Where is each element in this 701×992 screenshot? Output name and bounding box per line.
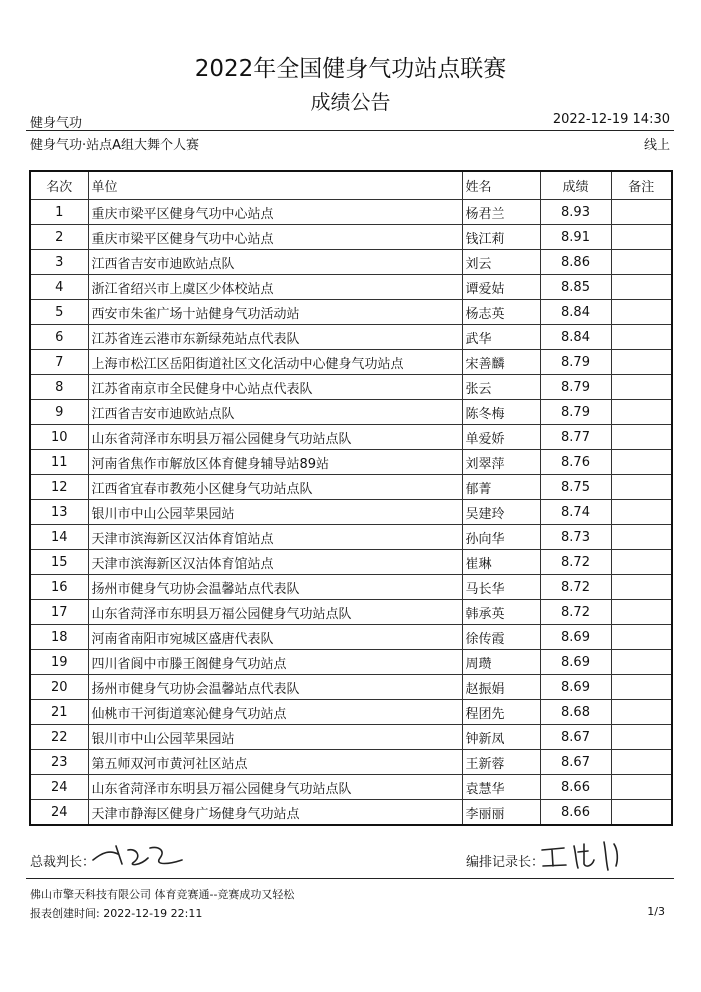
- score-cell: 8.67: [540, 725, 611, 750]
- table-row: [30, 725, 672, 750]
- name-cell: 钟新凤: [462, 725, 540, 750]
- page-title: 2022年全国健身气功站点联赛: [194, 56, 507, 82]
- table-row: [30, 275, 672, 300]
- competition-mode: 线上: [643, 138, 670, 153]
- table-row: [30, 600, 672, 625]
- header-name: 姓名: [462, 171, 540, 200]
- rank-cell: 9: [30, 400, 88, 425]
- report-datetime: 2022-12-19 14:30: [552, 112, 670, 127]
- rank-cell: 3: [30, 250, 88, 275]
- note-cell: [611, 525, 672, 550]
- note-cell: [611, 625, 672, 650]
- table-row: [30, 225, 672, 250]
- unit-cell: 重庆市梁平区健身气功中心站点: [88, 200, 462, 225]
- rank-cell: 1: [30, 200, 88, 225]
- unit-cell: 天津市滨海新区汉沽体育馆站点: [88, 550, 462, 575]
- rank-cell: 11: [30, 450, 88, 475]
- score-cell: 8.79: [540, 400, 611, 425]
- recorder-label: 编排记录长：: [466, 855, 545, 870]
- rank-cell: 15: [30, 550, 88, 575]
- note-cell: [611, 800, 672, 826]
- rank-cell: 22: [30, 725, 88, 750]
- table-row: [30, 400, 672, 425]
- name-cell: 刘翠萍: [462, 450, 540, 475]
- name-cell: 袁慧华: [462, 775, 540, 800]
- rank-cell: 5: [30, 300, 88, 325]
- name-cell: 周瓒: [462, 650, 540, 675]
- score-cell: 8.91: [540, 225, 611, 250]
- note-cell: [611, 450, 672, 475]
- chief-referee-signature: [88, 838, 188, 872]
- name-cell: 徐传霞: [462, 625, 540, 650]
- unit-cell: 山东省菏泽市东明县万福公园健身气功站点队: [88, 775, 462, 800]
- report-created-time: 报表创建时间: 2022-12-19 22:11: [30, 907, 203, 920]
- table-row: [30, 675, 672, 700]
- rank-cell: 17: [30, 600, 88, 625]
- rank-cell: 13: [30, 500, 88, 525]
- table-row: [30, 325, 672, 350]
- table-row: [30, 750, 672, 775]
- name-cell: 郁菁: [462, 475, 540, 500]
- page-subtitle: 成绩公告: [310, 90, 391, 114]
- rank-cell: 6: [30, 325, 88, 350]
- unit-cell: 江西省宜春市教苑小区健身气功站点队: [88, 475, 462, 500]
- note-cell: [611, 575, 672, 600]
- note-cell: [611, 650, 672, 675]
- note-cell: [611, 700, 672, 725]
- rank-cell: 12: [30, 475, 88, 500]
- score-cell: 8.75: [540, 475, 611, 500]
- table-row: [30, 200, 672, 225]
- score-cell: 8.79: [540, 350, 611, 375]
- rank-cell: 10: [30, 425, 88, 450]
- note-cell: [611, 250, 672, 275]
- unit-cell: 西安市朱雀广场十站健身气功活动站: [88, 300, 462, 325]
- score-cell: 8.69: [540, 650, 611, 675]
- rank-cell: 24: [30, 800, 88, 826]
- score-cell: 8.85: [540, 275, 611, 300]
- table-row: [30, 425, 672, 450]
- unit-cell: 扬州市健身气功协会温馨站点代表队: [88, 575, 462, 600]
- table-row: [30, 375, 672, 400]
- unit-cell: 江西省吉安市迪欧站点队: [88, 400, 462, 425]
- name-cell: 孙向华: [462, 525, 540, 550]
- note-cell: [611, 600, 672, 625]
- note-cell: [611, 475, 672, 500]
- unit-cell: 山东省菏泽市东明县万福公园健身气功站点队: [88, 600, 462, 625]
- event-name: 健身气功·站点A组大舞个人赛: [30, 138, 200, 153]
- score-cell: 8.93: [540, 200, 611, 225]
- rank-cell: 16: [30, 575, 88, 600]
- header-unit: 单位: [88, 171, 462, 200]
- table-row: [30, 475, 672, 500]
- score-cell: 8.66: [540, 800, 611, 826]
- note-cell: [611, 350, 672, 375]
- score-cell: 8.74: [540, 500, 611, 525]
- name-cell: 谭爱姑: [462, 275, 540, 300]
- rank-cell: 20: [30, 675, 88, 700]
- unit-cell: 江苏省连云港市东新绿苑站点代表队: [88, 325, 462, 350]
- table-row: [30, 450, 672, 475]
- name-cell: 赵振娟: [462, 675, 540, 700]
- rank-cell: 23: [30, 750, 88, 775]
- unit-cell: 四川省阆中市滕王阁健身气功站点: [88, 650, 462, 675]
- table-row: [30, 250, 672, 275]
- note-cell: [611, 375, 672, 400]
- table-row: [30, 775, 672, 800]
- score-cell: 8.77: [540, 425, 611, 450]
- score-cell: 8.72: [540, 575, 611, 600]
- name-cell: 杨君兰: [462, 200, 540, 225]
- score-cell: 8.73: [540, 525, 611, 550]
- header-rank: 名次: [30, 171, 88, 200]
- unit-cell: 扬州市健身气功协会温馨站点代表队: [88, 675, 462, 700]
- score-cell: 8.72: [540, 550, 611, 575]
- score-cell: 8.72: [540, 600, 611, 625]
- name-cell: 韩承英: [462, 600, 540, 625]
- rank-cell: 18: [30, 625, 88, 650]
- chief-referee-label: 总裁判长：: [30, 855, 96, 870]
- note-cell: [611, 300, 672, 325]
- rank-cell: 14: [30, 525, 88, 550]
- header-score: 成绩: [540, 171, 611, 200]
- table-row: [30, 700, 672, 725]
- name-cell: 武华: [462, 325, 540, 350]
- table-row: [30, 800, 672, 826]
- note-cell: [611, 775, 672, 800]
- name-cell: 张云: [462, 375, 540, 400]
- table-row: [30, 550, 672, 575]
- table-row: [30, 500, 672, 525]
- name-cell: 刘云: [462, 250, 540, 275]
- score-cell: 8.69: [540, 675, 611, 700]
- name-cell: 崔琳: [462, 550, 540, 575]
- page-number: 1/3: [647, 905, 665, 918]
- rank-cell: 21: [30, 700, 88, 725]
- name-cell: 程团先: [462, 700, 540, 725]
- name-cell: 钱江莉: [462, 225, 540, 250]
- name-cell: 吴建玲: [462, 500, 540, 525]
- rank-cell: 24: [30, 775, 88, 800]
- table-row: [30, 350, 672, 375]
- note-cell: [611, 275, 672, 300]
- name-cell: 王新蓉: [462, 750, 540, 775]
- rank-cell: 2: [30, 225, 88, 250]
- rank-cell: 8: [30, 375, 88, 400]
- unit-cell: 天津市滨海新区汉沽体育馆站点: [88, 525, 462, 550]
- footer-company: 佛山市擎天科技有限公司 体育竞赛通--竞赛成功又轻松: [30, 888, 295, 901]
- category-label: 健身气功: [30, 116, 83, 131]
- table-row: [30, 300, 672, 325]
- name-cell: 李丽丽: [462, 800, 540, 826]
- table-header-row: [30, 171, 672, 200]
- recorder-signature: [538, 838, 628, 872]
- note-cell: [611, 550, 672, 575]
- score-cell: 8.76: [540, 450, 611, 475]
- score-cell: 8.84: [540, 300, 611, 325]
- rank-cell: 4: [30, 275, 88, 300]
- rank-cell: 7: [30, 350, 88, 375]
- unit-cell: 江西省吉安市迪欧站点队: [88, 250, 462, 275]
- score-cell: 8.86: [540, 250, 611, 275]
- table-row: [30, 625, 672, 650]
- note-cell: [611, 425, 672, 450]
- unit-cell: 第五师双河市黄河社区站点: [88, 750, 462, 775]
- unit-cell: 天津市静海区健身广场健身气功站点: [88, 800, 462, 826]
- unit-cell: 仙桃市干河街道寒沁健身气功站点: [88, 700, 462, 725]
- score-cell: 8.69: [540, 625, 611, 650]
- name-cell: 陈冬梅: [462, 400, 540, 425]
- name-cell: 马长华: [462, 575, 540, 600]
- score-cell: 8.66: [540, 775, 611, 800]
- unit-cell: 江苏省南京市全民健身中心站点代表队: [88, 375, 462, 400]
- results-table: [29, 170, 673, 826]
- table-row: [30, 575, 672, 600]
- note-cell: [611, 325, 672, 350]
- unit-cell: 银川市中山公园苹果园站: [88, 500, 462, 525]
- unit-cell: 上海市松江区岳阳街道社区文化活动中心健身气功站点: [88, 350, 462, 375]
- table-row: [30, 650, 672, 675]
- unit-cell: 重庆市梁平区健身气功中心站点: [88, 225, 462, 250]
- note-cell: [611, 200, 672, 225]
- unit-cell: 河南省南阳市宛城区盛唐代表队: [88, 625, 462, 650]
- note-cell: [611, 675, 672, 700]
- note-cell: [611, 400, 672, 425]
- unit-cell: 山东省菏泽市东明县万福公园健身气功站点队: [88, 425, 462, 450]
- name-cell: 单爱娇: [462, 425, 540, 450]
- note-cell: [611, 725, 672, 750]
- header-note: 备注: [611, 171, 672, 200]
- unit-cell: 河南省焦作市解放区体育健身辅导站89站: [88, 450, 462, 475]
- score-cell: 8.67: [540, 750, 611, 775]
- name-cell: 杨志英: [462, 300, 540, 325]
- footer-divider: [26, 878, 674, 879]
- score-cell: 8.79: [540, 375, 611, 400]
- unit-cell: 银川市中山公园苹果园站: [88, 725, 462, 750]
- score-cell: 8.84: [540, 325, 611, 350]
- header-divider: [26, 130, 674, 131]
- rank-cell: 19: [30, 650, 88, 675]
- unit-cell: 浙江省绍兴市上虞区少体校站点: [88, 275, 462, 300]
- note-cell: [611, 500, 672, 525]
- note-cell: [611, 225, 672, 250]
- note-cell: [611, 750, 672, 775]
- table-row: [30, 525, 672, 550]
- name-cell: 宋善麟: [462, 350, 540, 375]
- score-cell: 8.68: [540, 700, 611, 725]
